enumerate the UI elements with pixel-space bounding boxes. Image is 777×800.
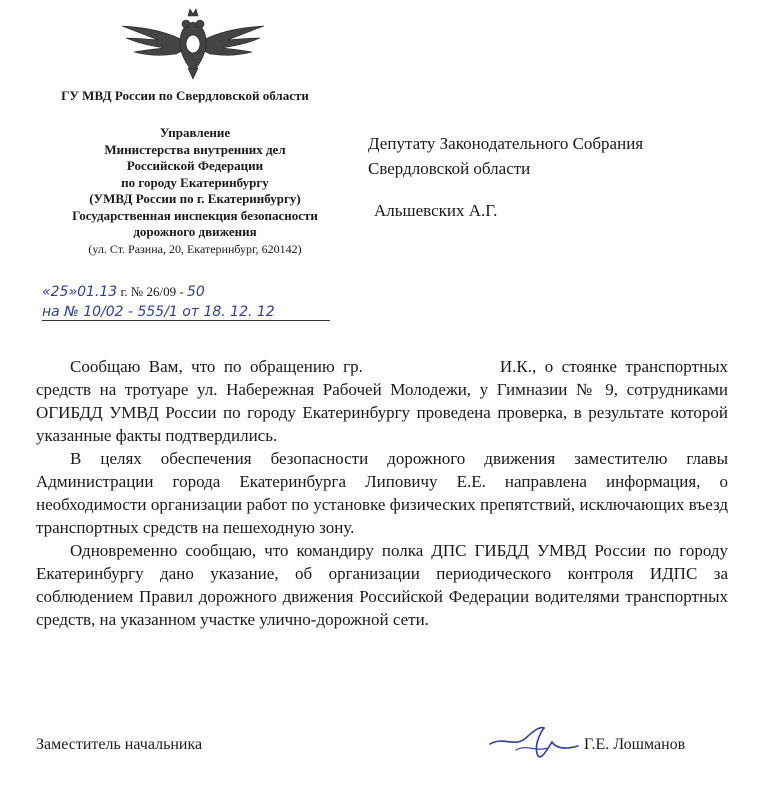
org-top-title: ГУ МВД России по Свердловской области <box>61 88 309 103</box>
dept-line: дорожного движения <box>133 224 257 239</box>
letter-body <box>36 355 728 631</box>
p1-after: И.К., о стоянке транспортных средств на тротуаре ул. Набережная Рабочей Молодежи, у Гимназии № 9, сотрудниками ОГИБДД УМВД России по городу Екатеринбургу проведена проверка, в результате которой указанные факты подтвердились. <box>36 357 729 445</box>
document-date-number <box>42 284 332 300</box>
signer-title: Заместитель начальника <box>36 736 203 753</box>
body-paragraph-3: Одновременно сообщаю, что командиру полка ДПС ГИБДД УМВД России по городу Екатеринбургу дано указание, об организации периодического контроля ИДПС за соблюдением Правил дорожного движения Российской Федерации водителями транспортных средств, на указанном участке улично-дорожной сети. <box>36 541 728 629</box>
double-headed-eagle-emblem-icon <box>118 6 268 80</box>
dept-line: по городу Екатеринбургу <box>121 174 269 190</box>
dept-line: Государственная инспекция безопасности <box>72 207 318 223</box>
recipient-name: Альшевских А.Г. <box>374 201 498 220</box>
handwritten-date: «25»01.13 <box>42 284 118 300</box>
dept-address: (ул. Ст. Разина, 20, Екатеринбург, 620142) <box>88 241 302 256</box>
handwritten-signature-icon <box>486 718 586 768</box>
date-suffix: г. № 26/09 - <box>120 284 184 299</box>
signer-name: Г.Е. Лошманов <box>584 736 686 753</box>
body-paragraph-2: В целях обеспечения безопасности дорожного движения заместителю главы Администрации города Екатеринбурга Липовичу Е.Е. направлена информация, о необходимости организации работ по установке физических препятствий, исключающих въезд транспортных средств на пешеходную зону. <box>36 449 728 537</box>
recipient-line: Свердловской области <box>368 159 531 178</box>
dept-line: Управление <box>159 125 231 140</box>
p1-before: Сообщаю Вам, что по обращению гр. <box>70 357 363 376</box>
dept-line: (УМВД России по г. Екатеринбургу) <box>89 191 301 206</box>
dept-line: Министерства внутренних дел <box>104 141 286 157</box>
dept-line: Российской Федерации <box>126 158 264 173</box>
recipient-line: Депутату Законодательного Собрания <box>368 134 644 153</box>
handwritten-number: 50 <box>186 284 205 300</box>
recipient-block <box>368 131 643 181</box>
department-block <box>40 125 350 257</box>
handwritten-reply-ref: на № 10/02 - 555/1 от 18. 12. 12 <box>42 304 330 321</box>
body-paragraph-1 <box>36 355 728 447</box>
redacted-name <box>371 358 491 372</box>
